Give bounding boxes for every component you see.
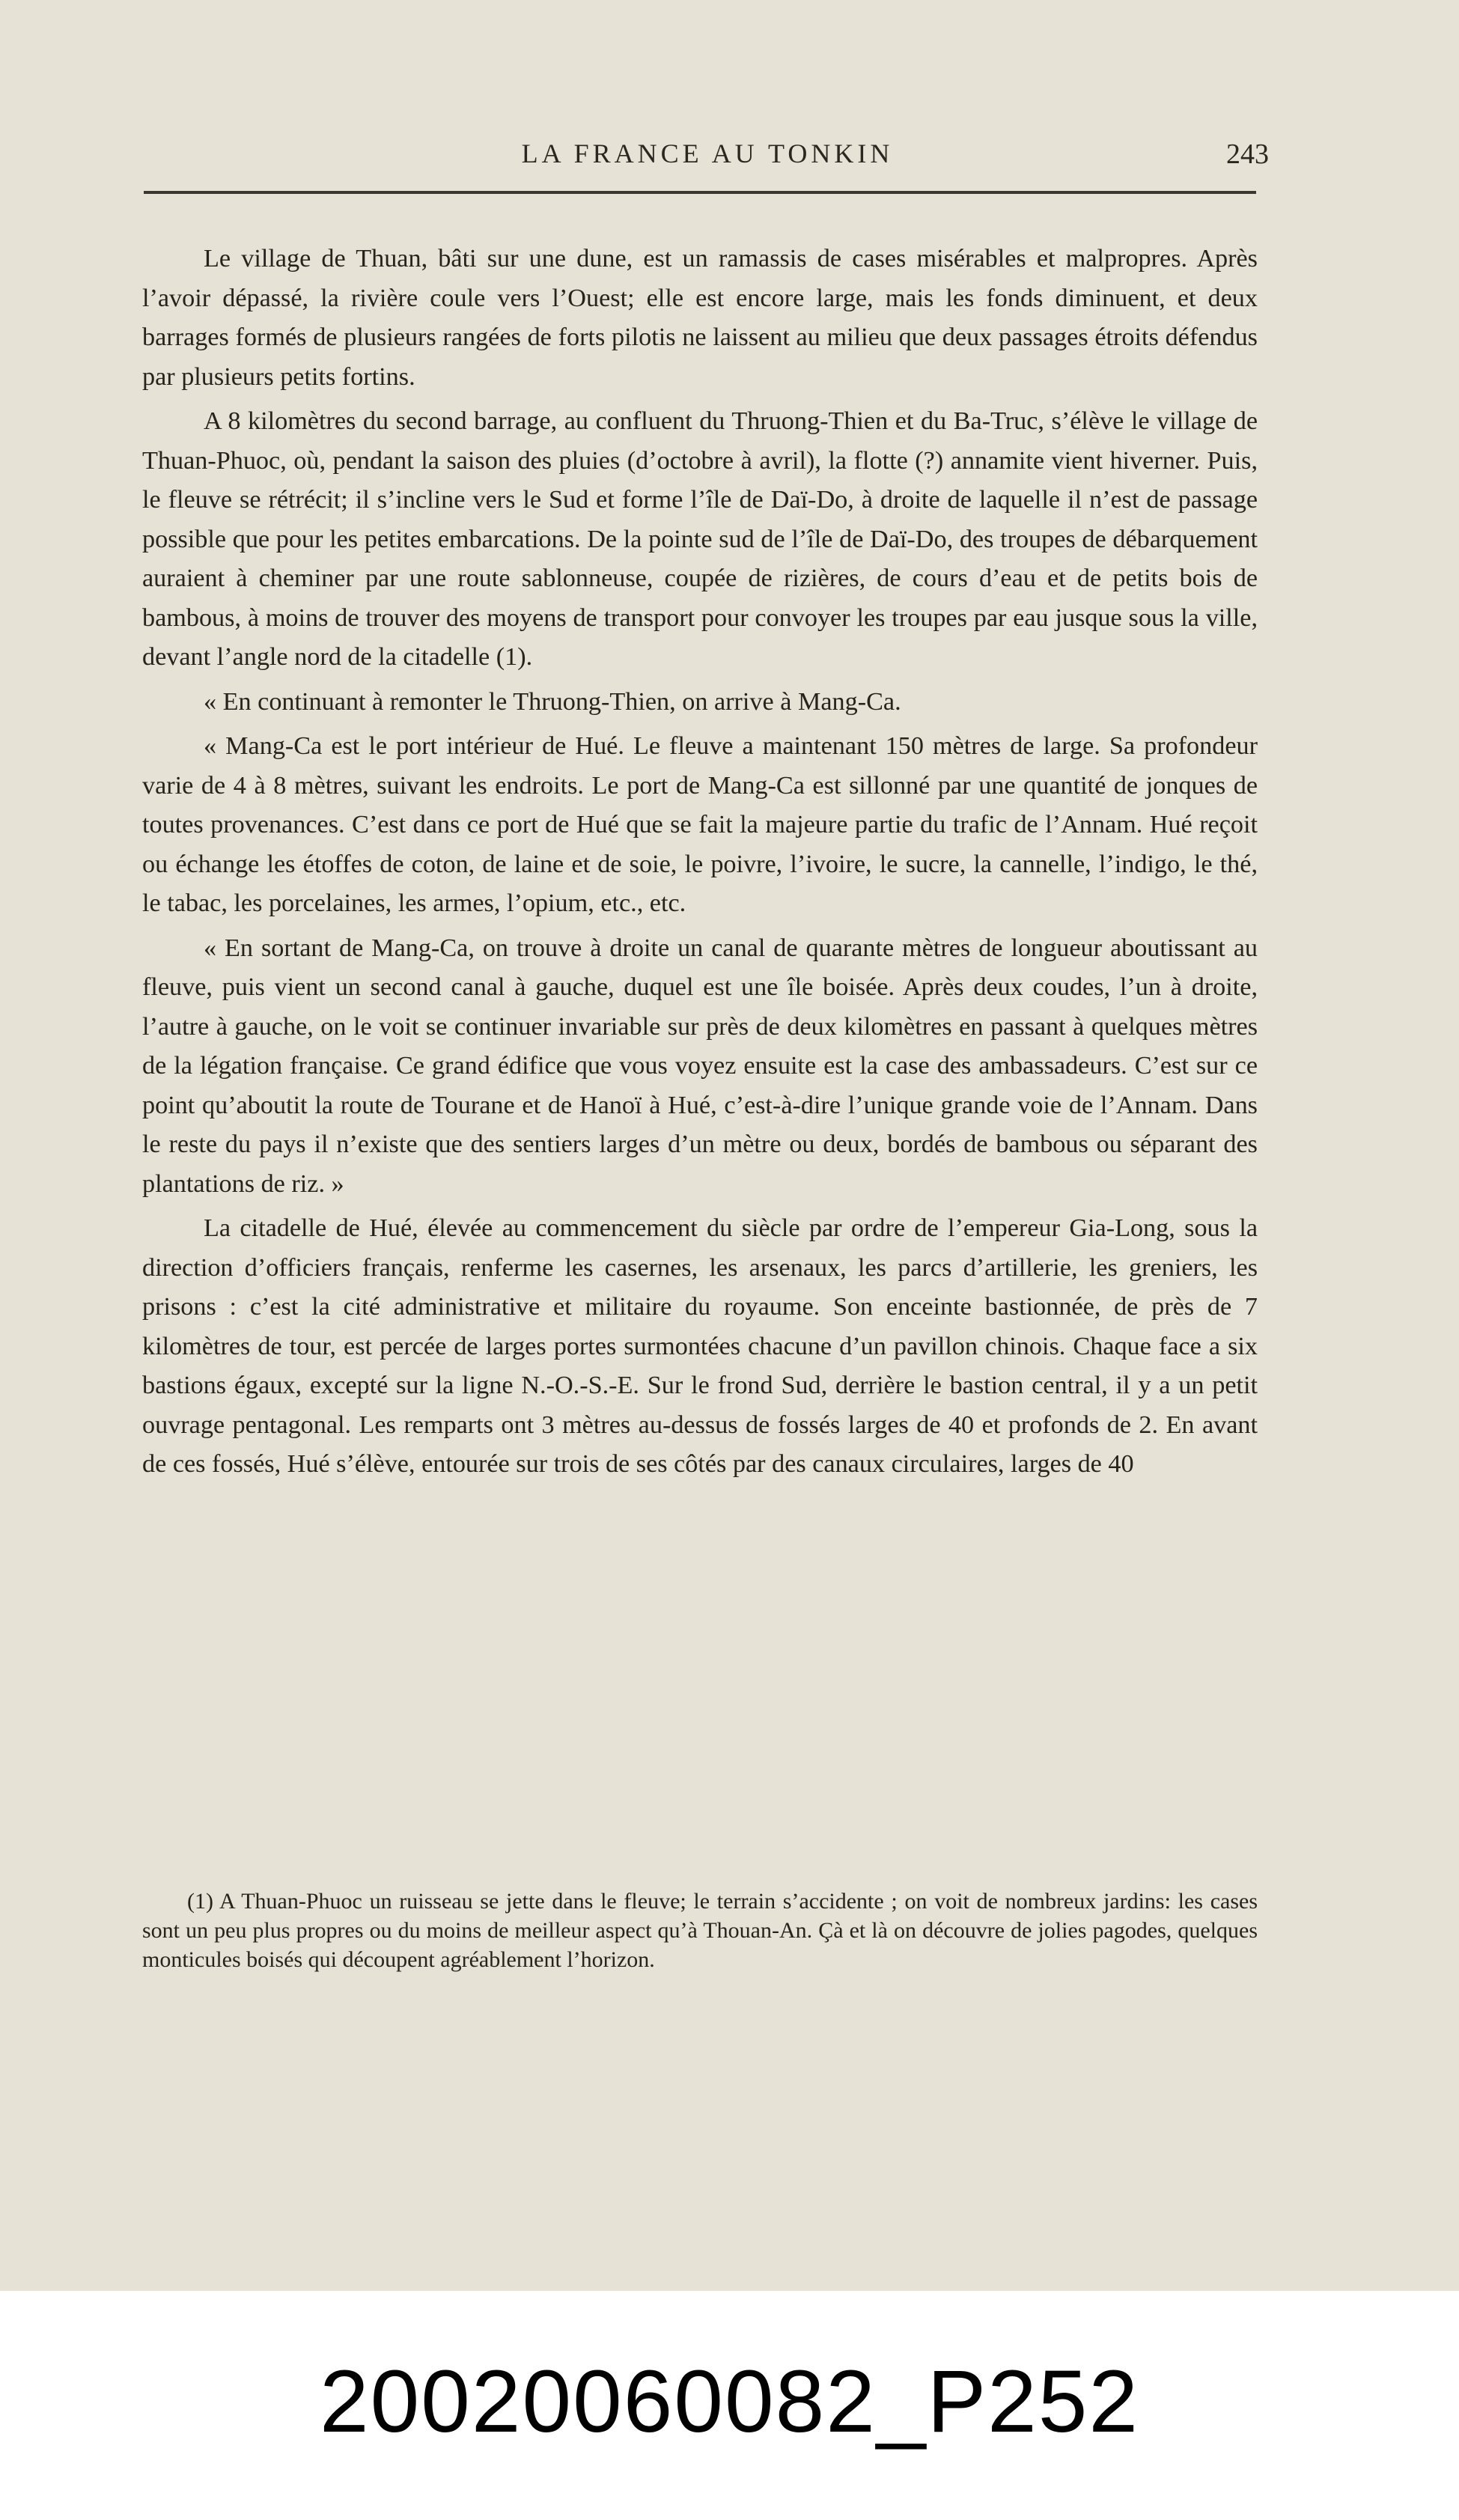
footnote (142, 1887, 1258, 1974)
paragraph: « En continuant à remonter le Thruong-Thien, on arrive à Mang-Ca. (204, 687, 901, 716)
page-header (146, 138, 1269, 175)
archive-id-label: 20020060082_P252 (319, 2352, 1140, 2451)
paragraph: « En sortant de Mang-Ca, on trouve à droite un canal de quarante mètres de longueur aboutissant au fleuve, puis vient un second canal à gauche, duquel est une île boisée. Après deux coudes, l’un à droite, l’autre à gauche, on le voit se continuer invariable sur près de deux kilomètres en passant à quelques mètres de la légation française. Ce grand édifice que vous voyez ensuite est la case des ambassadeurs. C’est sur ce point qu’aboutit la route de Tourane et de Hanoï à Hué, c’est-à-dire l’unique grande voie de l’Annam. Dans le reste du pays il n’existe que des sentiers larges d’un mètre ou deux, bordés de bambous ou séparant des plantations de riz. » (142, 934, 1258, 1198)
running-title: LA FRANCE AU TONKIN (521, 139, 894, 168)
page-number: 243 (1226, 139, 1269, 170)
paragraph: « Mang-Ca est le port intérieur de Hué. Le fleuve a maintenant 150 mètres de large. Sa profondeur varie de 4 à 8 mètres, suivant les endroits. Le port de Mang-Ca est sillonné par une quantité de jonques de toutes provenances. C’est dans ce port de Hué que se fait la majeure partie du trafic de l’Annam. Hué reçoit ou échange les étoffes de coton, de laine et de soie, le poivre, l’ivoire, le sucre, la cannelle, l’indigo, le thé, le tabac, les porcelaines, les armes, l’opium, etc., etc. (142, 732, 1258, 917)
header-rule (144, 191, 1256, 194)
body-text (142, 240, 1258, 1490)
footnote-text: (1) A Thuan-Phuoc un ruisseau se jette dans le fleuve; le terrain s’accidente ; on voit de nombreux jardins: les cases sont un peu plus propres ou du moins de meilleur aspect qu’à Thouan-An. Çà et là on découvre de jolies pagodes, quelques monticules boisés qui découpent agréablement l’horizon. (142, 1889, 1258, 1972)
paragraph: A 8 kilomètres du second barrage, au confluent du Thruong-Thien et du Ba-Truc, s’élève le village de Thuan-Phuoc, où, pendant la saison des pluies (d’octobre à avril), la flotte (?) annamite vient hiverner. Puis, le fleuve se rétrécit; il s’incline vers le Sud et forme l’île de Daï-Do, à droite de laquelle il n’est de passage possible que pour les petites embarcations. De la pointe sud de l’île de Daï-Do, des troupes de débarquement auraient à cheminer par une route sablonneuse, coupée de rizières, de cours d’eau et de petits bois de bambous, à moins de trouver des moyens de transport pour convoyer les troupes par eau jusque sous la ville, devant l’angle nord de la citadelle (1). (142, 407, 1258, 671)
paragraph: La citadelle de Hué, élevée au commencement du siècle par ordre de l’empereur Gia-Long, sous la direction d’officiers français, renferme les casernes, les arsenaux, les parcs d’artillerie, les greniers, les prisons : c’est la cité administrative et militaire du royaume. Son enceinte bastionnée, de près de 7 kilomètres de tour, est percée de larges portes surmontées chacune d’un pavillon chinois. Chaque face a six bastions égaux, excepté sur la ligne N.-O.-S.-E. Sur le frond Sud, derrière le bastion central, il y a un petit ouvrage pentagonal. Les remparts ont 3 mètres au-dessus de fossés larges de 40 et profonds de 2. En avant de ces fossés, Hué s’élève, entourée sur trois de ses côtés par des canaux circulaires, larges de 40 (142, 1214, 1258, 1478)
paragraph: Le village de Thuan, bâti sur une dune, est un ramassis de cases misérables et malpropres. Après l’avoir dépassé, la rivière coule vers l’Ouest; elle est encore large, mais les fonds diminuent, et deux barrages formés de plusieurs rangées de forts pilotis ne laissent au milieu que deux passages étroits défendus par plusieurs petits fortins. (142, 245, 1258, 391)
